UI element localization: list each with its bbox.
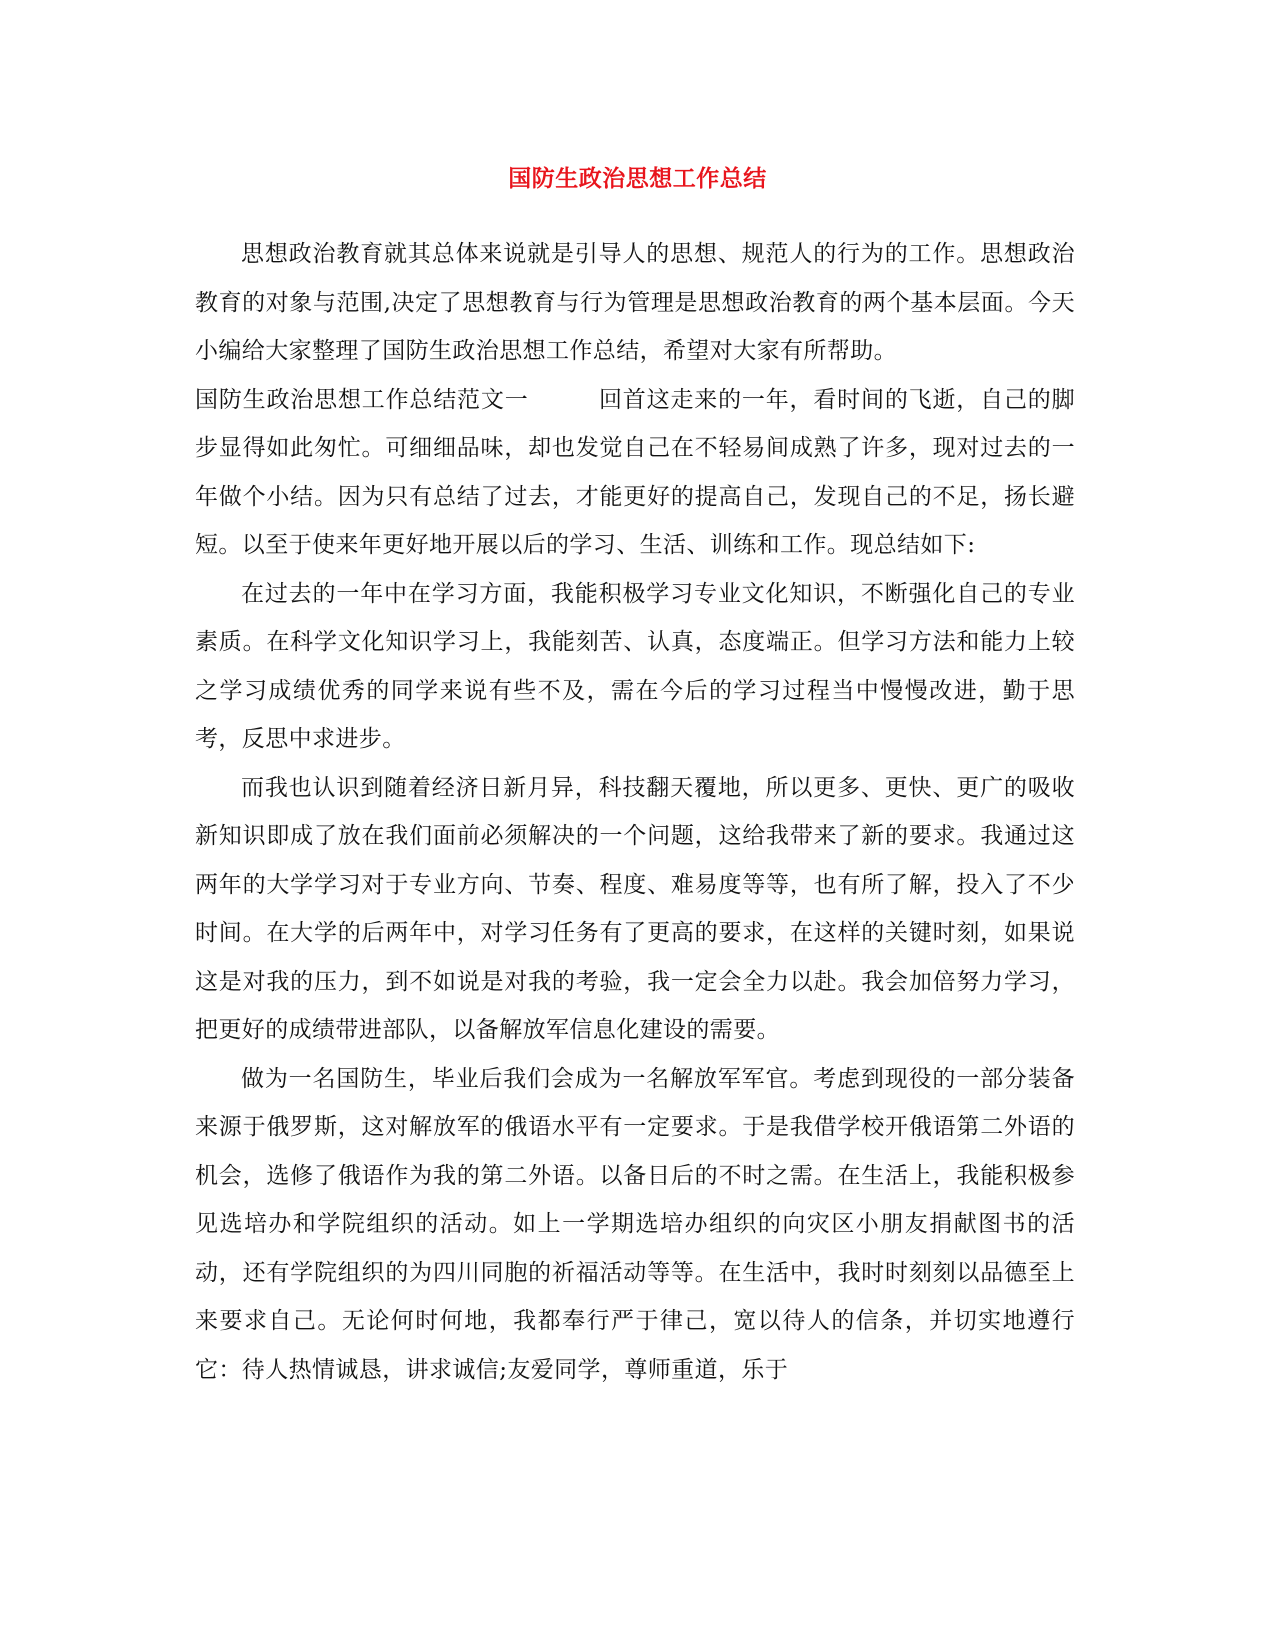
intro-paragraph: 思想政治教育就其总体来说就是引导人的思想、规范人的行为的工作。思想政治教育的对象与范围,决定了思想教育与行为管理是思想政治教育的两个基本层面。今天小编给大家整理了国防生政治思想工作总结，希望对大家有所帮助。	[195, 241, 1075, 364]
section-heading: 国防生政治思想工作总结范文一	[195, 386, 529, 413]
section-paragraph	[195, 376, 1075, 570]
document-body	[195, 230, 1075, 1394]
body-paragraph-knowledge: 而我也认识到随着经济日新月异，科技翻天覆地，所以更多、更快、更广的吸收新知识即成了放在我们面前必须解决的一个问题，这给我带来了新的要求。我通过这两年的大学学习对于专业方向、节奏、程度、难易度等等，也有所了解，投入了不少时间。在大学的后两年中，对学习任务有了更高的要求，在这样的关键时刻，如果说这是对我的压力，到不如说是对我的考验，我一定会全力以赴。我会加倍努力学习，把更好的成绩带进部队，以备解放军信息化建设的需要。	[195, 774, 1075, 1043]
page-title: 国防生政治思想工作总结	[508, 165, 767, 192]
body-paragraph-life: 做为一名国防生，毕业后我们会成为一名解放军军官。考虑到现役的一部分装备来源于俄罗斯，这对解放军的俄语水平有一定要求。于是我借学校开俄语第二外语的机会，选修了俄语作为我的第二外语。以备日后的不时之需。在生活上，我能积极参见选培办和学院组织的活动。如上一学期选培办组织的向灾区小朋友捐献图书的活动，还有学院组织的为四川同胞的祈福活动等等。在生活中，我时时刻刻以品德至上来要求自己。无论何时何地，我都奉行严于律己，宽以待人的信条，并切实地遵行它：待人热情诚恳，讲求诚信;友爱同学，尊师重道，乐于	[195, 1065, 1075, 1383]
section-opening: 回首这走来的一年，看时间的飞逝，自己的脚步显得如此匆忙。可细细品味，却也发觉自己在不轻易间成熟了许多，现对过去的一年做个小结。因为只有总结了过去，才能更好的提高自己，发现自己的不足，扬长避短。以至于使来年更好地开展以后的学习、生活、训练和工作。现总结如下:	[195, 386, 1075, 558]
body-paragraph-study: 在过去的一年中在学习方面，我能积极学习专业文化知识，不断强化自己的专业素质。在科学文化知识学习上，我能刻苦、认真，态度端正。但学习方法和能力上较之学习成绩优秀的同学来说有些不及，需在今后的学习过程当中慢慢改进，勤于思考，反思中求进步。	[195, 580, 1075, 752]
